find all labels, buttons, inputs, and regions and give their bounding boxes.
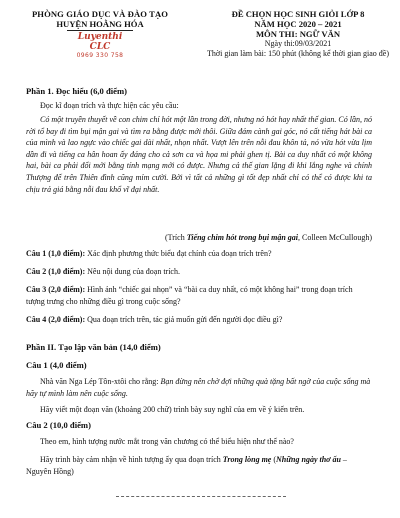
- part2-question-1-label: Câu 1 (4,0 điểm): [26, 360, 87, 370]
- question-3: Câu 3 (2,0 điểm): Hình ảnh “chiếc gai nhọn” và “bài ca duy nhất, có một không hai” trong đoạn trích tượng trưng cho những điều gì trong cuộc sống?: [26, 285, 353, 306]
- part2-question-2-prompt: Theo em, hình tượng nước mắt trong văn chương có thể biểu hiện như thế nào?: [40, 437, 294, 446]
- part2-title: Phần II. Tạo lập văn bản (14,0 điểm): [26, 342, 161, 352]
- citation-title: Tiếng chim hót trong bụi mận gai: [186, 233, 298, 242]
- book-title: Những ngày thơ ấu: [276, 455, 341, 464]
- work-title: Trong lòng mẹ: [222, 455, 272, 464]
- exam-date: Ngày thi:09/03/2021: [264, 39, 332, 48]
- logo-text: Luyenthi CLC: [77, 32, 123, 52]
- district-name: HUYỆN HOẰNG HÓA: [56, 19, 144, 29]
- exam-duration: Thời gian làm bài: 150 phút (không kể thời gian giao đề): [207, 49, 389, 58]
- subject: MÔN THI: NGỮ VĂN: [255, 29, 341, 39]
- department-header: [14, 9, 186, 59]
- question-4: Câu 4 (2,0 điểm): Qua đoạn trích trên, tác giả muốn gửi đến người đọc điều gì?: [26, 315, 283, 324]
- end-divider: [116, 496, 286, 497]
- question-1: Câu 1 (1,0 điểm): Xác định phương thức biểu đạt chính của đoạn trích trên?: [26, 249, 272, 258]
- part2-question-2-label: Câu 2 (10,0 điểm): [26, 420, 91, 430]
- reading-passage: Có một truyền thuyết về con chim chỉ hót một lần trong đời, nhưng nó hót hay nhất thế gian. Có lần, nó rời tổ bay đi tìm bụi mận gai và tìm ra bằng được mới thôi. Giữa đám cành gai góc, nó cất tiếng hát bài ca của mình và lao ngực vào chiếc gai dài nhất, nhọn nhất. Vượt lên trên nỗi đau khôn tả, nó vừa hót vừa lịm dần đi và tiếng ca hân hoan ấy đáng cho cả sơn ca và họa mi phải ghen tị. Bài ca duy nhất có một không hai, bài ca phải đổi mới bằng tính mạng mới có được. Nhưng cả thế gian lặng đi khi lắng nghe và chính Thượng đế trên Thiên đình cũng mỉm cười. Bởi vì tất cả những gì tốt đẹp nhất chỉ có thể có được khi ta chịu trả giá bằng nỗi đau khổ vĩ đại nhất.: [26, 115, 372, 194]
- part1-title: Phần 1. Đọc hiểu (6,0 điểm): [26, 86, 127, 96]
- tolstoy-quote: Bạn đừng nên chờ đợi những quà tặng bất ngờ của cuộc sống mà hãy tự mình làm nên cuộc sống.: [26, 377, 371, 398]
- logo-phone: 0969 330 758: [76, 52, 124, 59]
- part2-question-1-prompt: Nhà văn Nga Lép Tôn-xtôi cho rằng: Bạn đừng nên chờ đợi những quà tặng bất ngờ của cuộc sống mà hãy tự mình làm nên cuộc sống.: [26, 377, 371, 398]
- school-year: NĂM HỌC 2020 – 2021: [254, 19, 342, 29]
- question-2: Câu 2 (1,0 điểm): Nêu nội dung của đoạn trích.: [26, 267, 180, 276]
- part2-question-2-task: Hãy trình bày cảm nhận về hình tượng ấy qua đoạn trích Trong lòng mẹ (Những ngày thơ ấu – Nguyên Hồng): [26, 455, 347, 476]
- department-name: PHÒNG GIÁO DỤC VÀ ĐÀO TẠO: [31, 9, 169, 19]
- exam-header: [204, 9, 392, 59]
- passage-citation: (Trích Tiếng chim hót trong bụi mận gai, Colleen McCullough): [165, 233, 372, 242]
- luyenthi-logo: [67, 30, 133, 59]
- part2-question-1-task: Hãy viết một đoạn văn (khoảng 200 chữ) trình bày suy nghĩ của em về ý kiến trên.: [40, 405, 305, 414]
- part1-instruction: Đọc kĩ đoạn trích và thực hiện các yêu cầu:: [40, 101, 179, 110]
- exam-title: ĐỀ CHỌN HỌC SINH GIỎI LỚP 8: [231, 9, 365, 19]
